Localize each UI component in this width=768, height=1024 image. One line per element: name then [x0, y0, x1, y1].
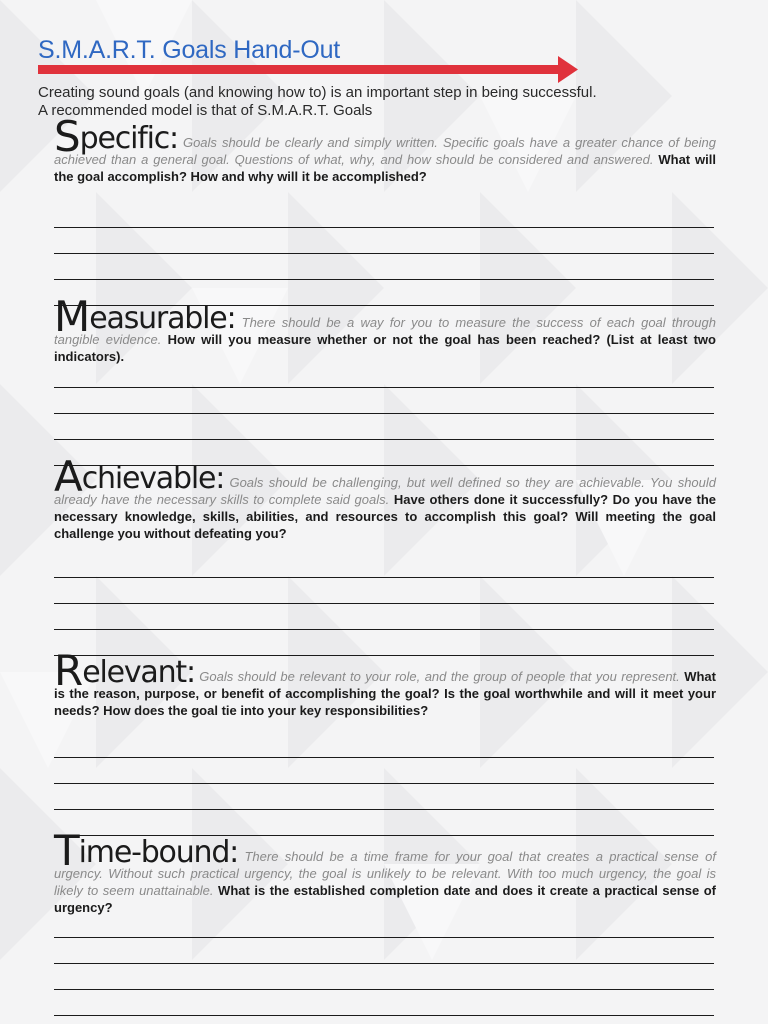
heading-initial: S [54, 112, 80, 161]
answer-line[interactable] [54, 732, 714, 758]
answer-line[interactable] [54, 784, 714, 810]
section-description: Goals should be relevant to your role, and the group of people that you represent. [199, 669, 680, 684]
section-question: What is the established completion date and does it create a practical sense of urgency? [54, 883, 716, 915]
intro-line-1: Creating sound goals (and knowing how to) is an important step in being successful. [38, 84, 597, 101]
section-question: What will the goal accomplish? How and why will it be accomplished? [54, 152, 716, 184]
heading-rest: ime-bound: [78, 835, 239, 870]
answer-line[interactable] [54, 228, 714, 254]
answer-lines-specific [54, 202, 714, 306]
answer-line[interactable] [54, 254, 714, 280]
page-title: S.M.A.R.T. Goals Hand-Out [38, 36, 341, 64]
section-specific [54, 112, 716, 185]
title-arrow-icon [38, 56, 578, 84]
heading-rest: easurable: [89, 301, 236, 336]
answer-line[interactable] [54, 414, 714, 440]
section-description: There should be a time frame for your goal that creates a practical sense of urgency. Without such practical urgency, the goal is unlikely to be relevant. With too much urgency, the goal is likely to seem unattainable. [54, 849, 716, 898]
heading-initial: R [54, 646, 83, 695]
section-heading [54, 112, 178, 161]
heading-rest: elevant: [82, 655, 195, 690]
heading-rest: chievable: [81, 461, 225, 496]
answer-lines-achievable [54, 552, 714, 656]
answer-line[interactable] [54, 604, 714, 630]
answer-line[interactable] [54, 758, 714, 784]
section-relevant [54, 646, 716, 719]
answer-line[interactable] [54, 938, 714, 964]
answer-line[interactable] [54, 552, 714, 578]
answer-lines-relevant [54, 732, 714, 836]
answer-line[interactable] [54, 388, 714, 414]
section-question: How will you measure whether or not the goal has been reached? (List at least two indicators). [54, 332, 716, 364]
section-time-bound [54, 826, 716, 916]
section-heading [54, 646, 195, 695]
section-description: Goals should be clearly and simply written. Specific goals have a greater chance of being achieved than a general goal. Questions of what, why, and how should be considered and answered. [54, 135, 716, 167]
section-question: What is the reason, purpose, or benefit of accomplishing the goal? Is the goal worthwhile and will it meet your needs? How does the goal tie into your key responsibilities? [54, 669, 716, 718]
section-heading [54, 452, 225, 501]
section-measurable [54, 292, 716, 365]
answer-line[interactable] [54, 964, 714, 990]
section-description: There should be a way for you to measure the success of each goal through tangible evidence. [54, 315, 716, 347]
answer-line[interactable] [54, 810, 714, 836]
answer-line[interactable] [54, 990, 714, 1016]
answer-lines-measurable [54, 362, 714, 466]
section-question: Have others done it successfully? Do you have the necessary knowledge, skills, abilities, and resources to accomplish this goal? Will meeting the goal challenge you without defeating you? [54, 492, 716, 541]
answer-line[interactable] [54, 912, 714, 938]
intro-line-2: A recommended model is that of S.M.A.R.T. Goals [38, 102, 373, 119]
section-description: Goals should be challenging, but well defined so they are achievable. You should already have the necessary skills to complete said goals. [54, 475, 716, 507]
section-achievable [54, 452, 716, 542]
heading-rest: pecific: [79, 121, 178, 156]
answer-lines-time-bound [54, 912, 714, 1016]
section-heading [54, 826, 239, 875]
heading-initial: T [54, 826, 79, 875]
section-heading [54, 292, 236, 341]
answer-line[interactable] [54, 578, 714, 604]
answer-line[interactable] [54, 202, 714, 228]
heading-initial: M [54, 292, 90, 341]
intro-text [38, 84, 738, 120]
answer-line[interactable] [54, 362, 714, 388]
heading-initial: A [54, 452, 82, 501]
answer-line[interactable] [54, 630, 714, 656]
